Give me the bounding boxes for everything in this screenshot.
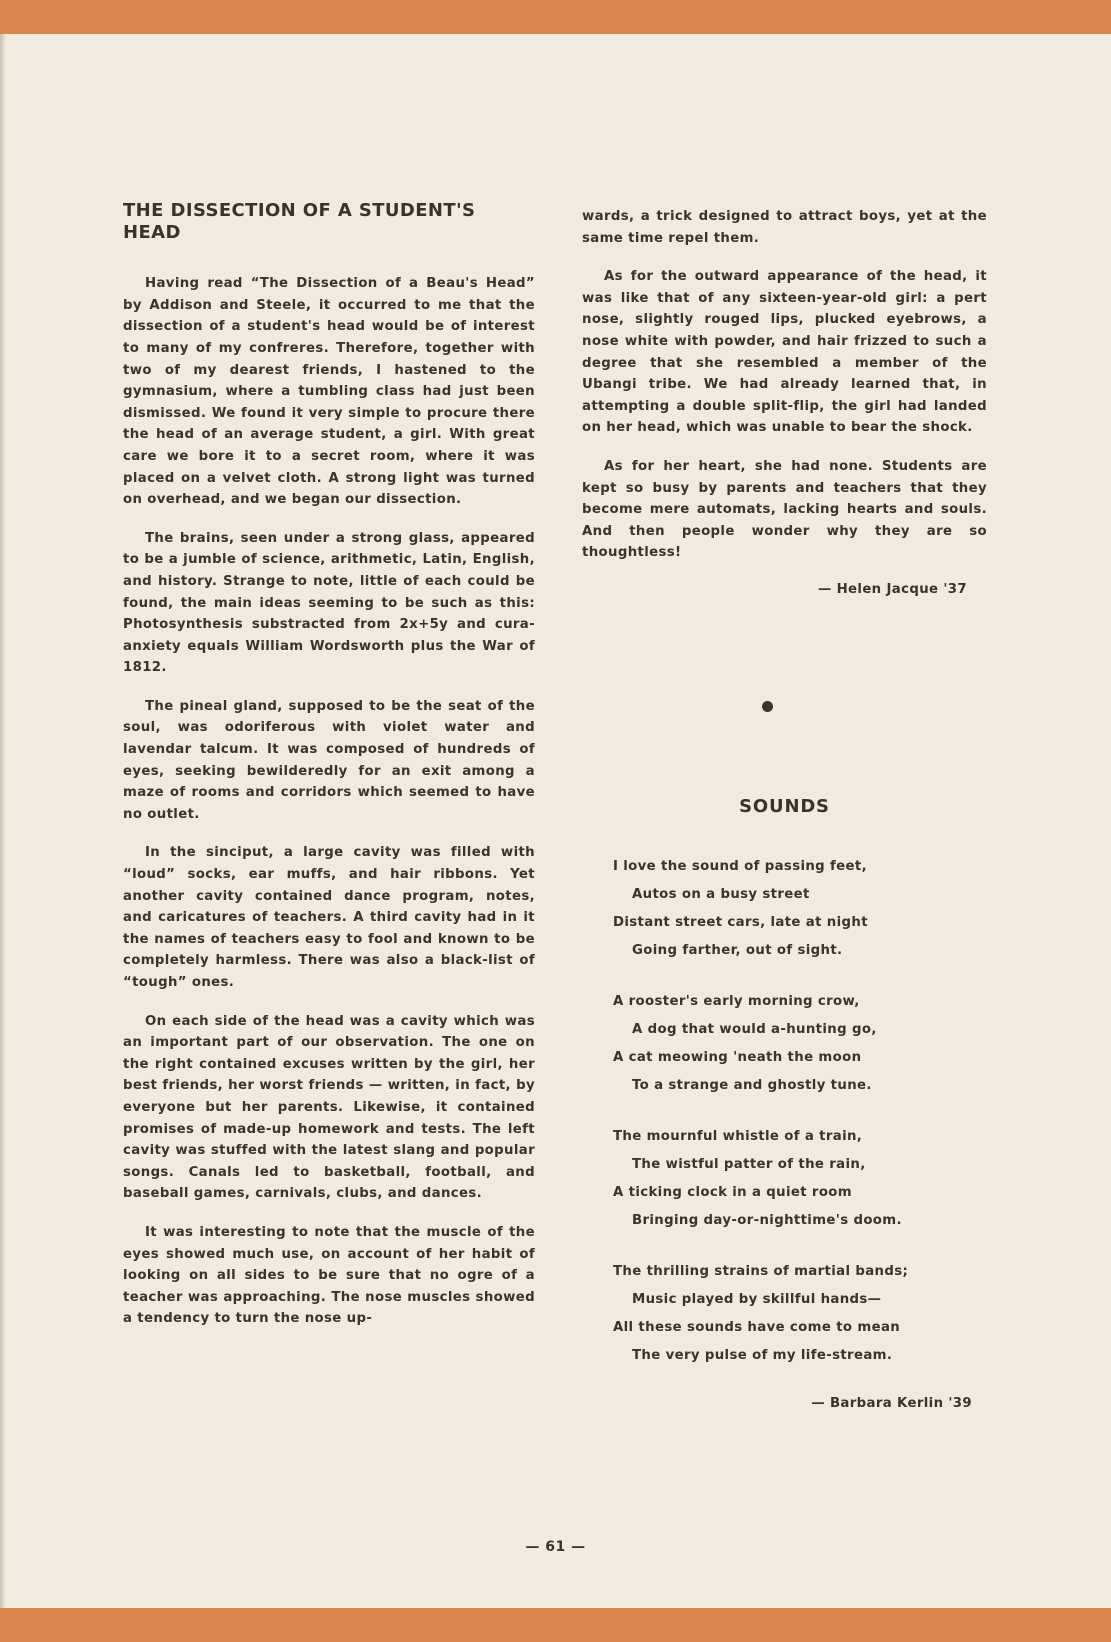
essay-paragraph: As for her heart, she had none. Students are kept so busy by parents and teachers that they become mere automats, lacking hearts and souls. And then people wonder why they are so thoughtless!: [582, 458, 987, 561]
essay-paragraph: Having read “The Dissection of a Beau's Head” by Addison and Steele, it occurred to me that the dissection of a student's head would be of interest to many of my confreres. Therefore, together with two of my dearest friends, I hastened to the gymnasium, where a tumbling class had just been dismissed. We found it very simple to procure there the head of an average student, a girl. With great care we bore it to a secret room, where it was placed on a velvet cloth. A strong light was turned on overhead, and we began our dissection.: [123, 276, 535, 508]
poem-line: I love the sound of passing feet,: [613, 859, 868, 875]
poem-line: The thrilling strains of martial bands;: [613, 1264, 909, 1280]
poem-stanza: [613, 1258, 987, 1370]
poem-line: All these sounds have come to mean: [613, 1320, 901, 1336]
essay-column-left: [123, 200, 535, 1347]
essay-paragraph: In the sinciput, a large cavity was filled with “loud” socks, ear muffs, and hair ribbons. Yet another cavity contained dance program, notes, and caricatures of teachers. A third cavity had in it the names of teachers easy to fool and known to be completely harmless. There was also a black-list of “tough” ones.: [123, 845, 535, 990]
page-number: — 61 —: [525, 1539, 586, 1555]
poem-line: The mournful whistle of a train,: [613, 1129, 863, 1145]
poem-line: A cat meowing 'neath the moon: [613, 1050, 862, 1066]
poem-line: A ticking clock in a quiet room: [613, 1185, 852, 1201]
poem-line: Going farther, out of sight.: [632, 943, 843, 959]
page-edge-shadow: [0, 34, 6, 1608]
essay-paragraph: The brains, seen under a strong glass, appeared to be a jumble of science, arithmetic, Latin, English, and history. Strange to note, little of each could be found, the main ideas seeming to be such as this: Photosynthesis substracted from 2x+5y and cura-anxiety equals William Wordsworth plus the War of 1812.: [123, 530, 535, 676]
poem-stanza: [613, 1123, 987, 1235]
essay-paragraph: On each side of the head was a cavity which was an important part of our observation. The one on the right contained excuses written by the girl, her best friends, her worst friends — written, in fact, by everyone but her parents. Likewise, it contained promises of made-up homework and tests. The left cavity was stuffed with the latest slang and popular songs. Canals led to basketball, football, and baseball games, carnivals, clubs, and dances.: [123, 1013, 535, 1202]
essay-paragraph: As for the outward appearance of the head, it was like that of any sixteen-year-old girl: a pert nose, slightly rouged lips, plucked eyebrows, a nose white with powder, and hair frizzed to such a degree that she resembled a member of the Ubangi tribe. We had already learned that, in attempting a double split-flip, the girl had landed on her head, which was unable to bear the shock.: [582, 269, 987, 436]
poem-line: Bringing day-or-nighttime's doom.: [632, 1213, 902, 1229]
poem-line: Music played by skillful hands—: [632, 1292, 882, 1308]
poem-stanza: [613, 853, 987, 965]
essay-paragraph: The pineal gland, supposed to be the seat of the soul, was odoriferous with violet water and lavendar talcum. It was composed of hundreds of eyes, seeking bewilderedly for an exit among a maze of rooms and corridors which seemed to have no outlet.: [123, 698, 535, 822]
poem-line: Autos on a busy street: [632, 887, 810, 903]
poem-title: SOUNDS: [739, 795, 830, 817]
essay-signature: — Helen Jacque '37: [817, 581, 967, 597]
poem-line: Distant street cars, late at night: [613, 915, 868, 931]
poem: [613, 853, 987, 1370]
poem-line: The wistful patter of the rain,: [632, 1157, 866, 1173]
poem-line: To a strange and ghostly tune.: [632, 1078, 872, 1094]
essay-paragraph: wards, a trick designed to attract boys, yet at the same time repel them.: [582, 209, 987, 246]
section-divider-bullet: [762, 701, 773, 712]
poem-line: A dog that would a-hunting go,: [632, 1022, 877, 1038]
poem-line: The very pulse of my life-stream.: [632, 1348, 893, 1364]
essay-title: THE DISSECTION OF A STUDENT'S HEAD: [123, 200, 476, 243]
poem-stanza: [613, 988, 987, 1100]
poem-line: A rooster's early morning crow,: [613, 994, 860, 1010]
bottom-border: [0, 1608, 1111, 1642]
essay-column-right: [582, 200, 987, 1415]
poem-signature: — Barbara Kerlin '39: [811, 1396, 972, 1412]
essay-paragraph: It was interesting to note that the muscle of the eyes showed much use, on account of her habit of looking on all sides to be sure that no ogre of a teacher was approaching. The nose muscles showed a tendency to turn the nose up-: [123, 1224, 535, 1327]
top-border: [0, 0, 1111, 34]
